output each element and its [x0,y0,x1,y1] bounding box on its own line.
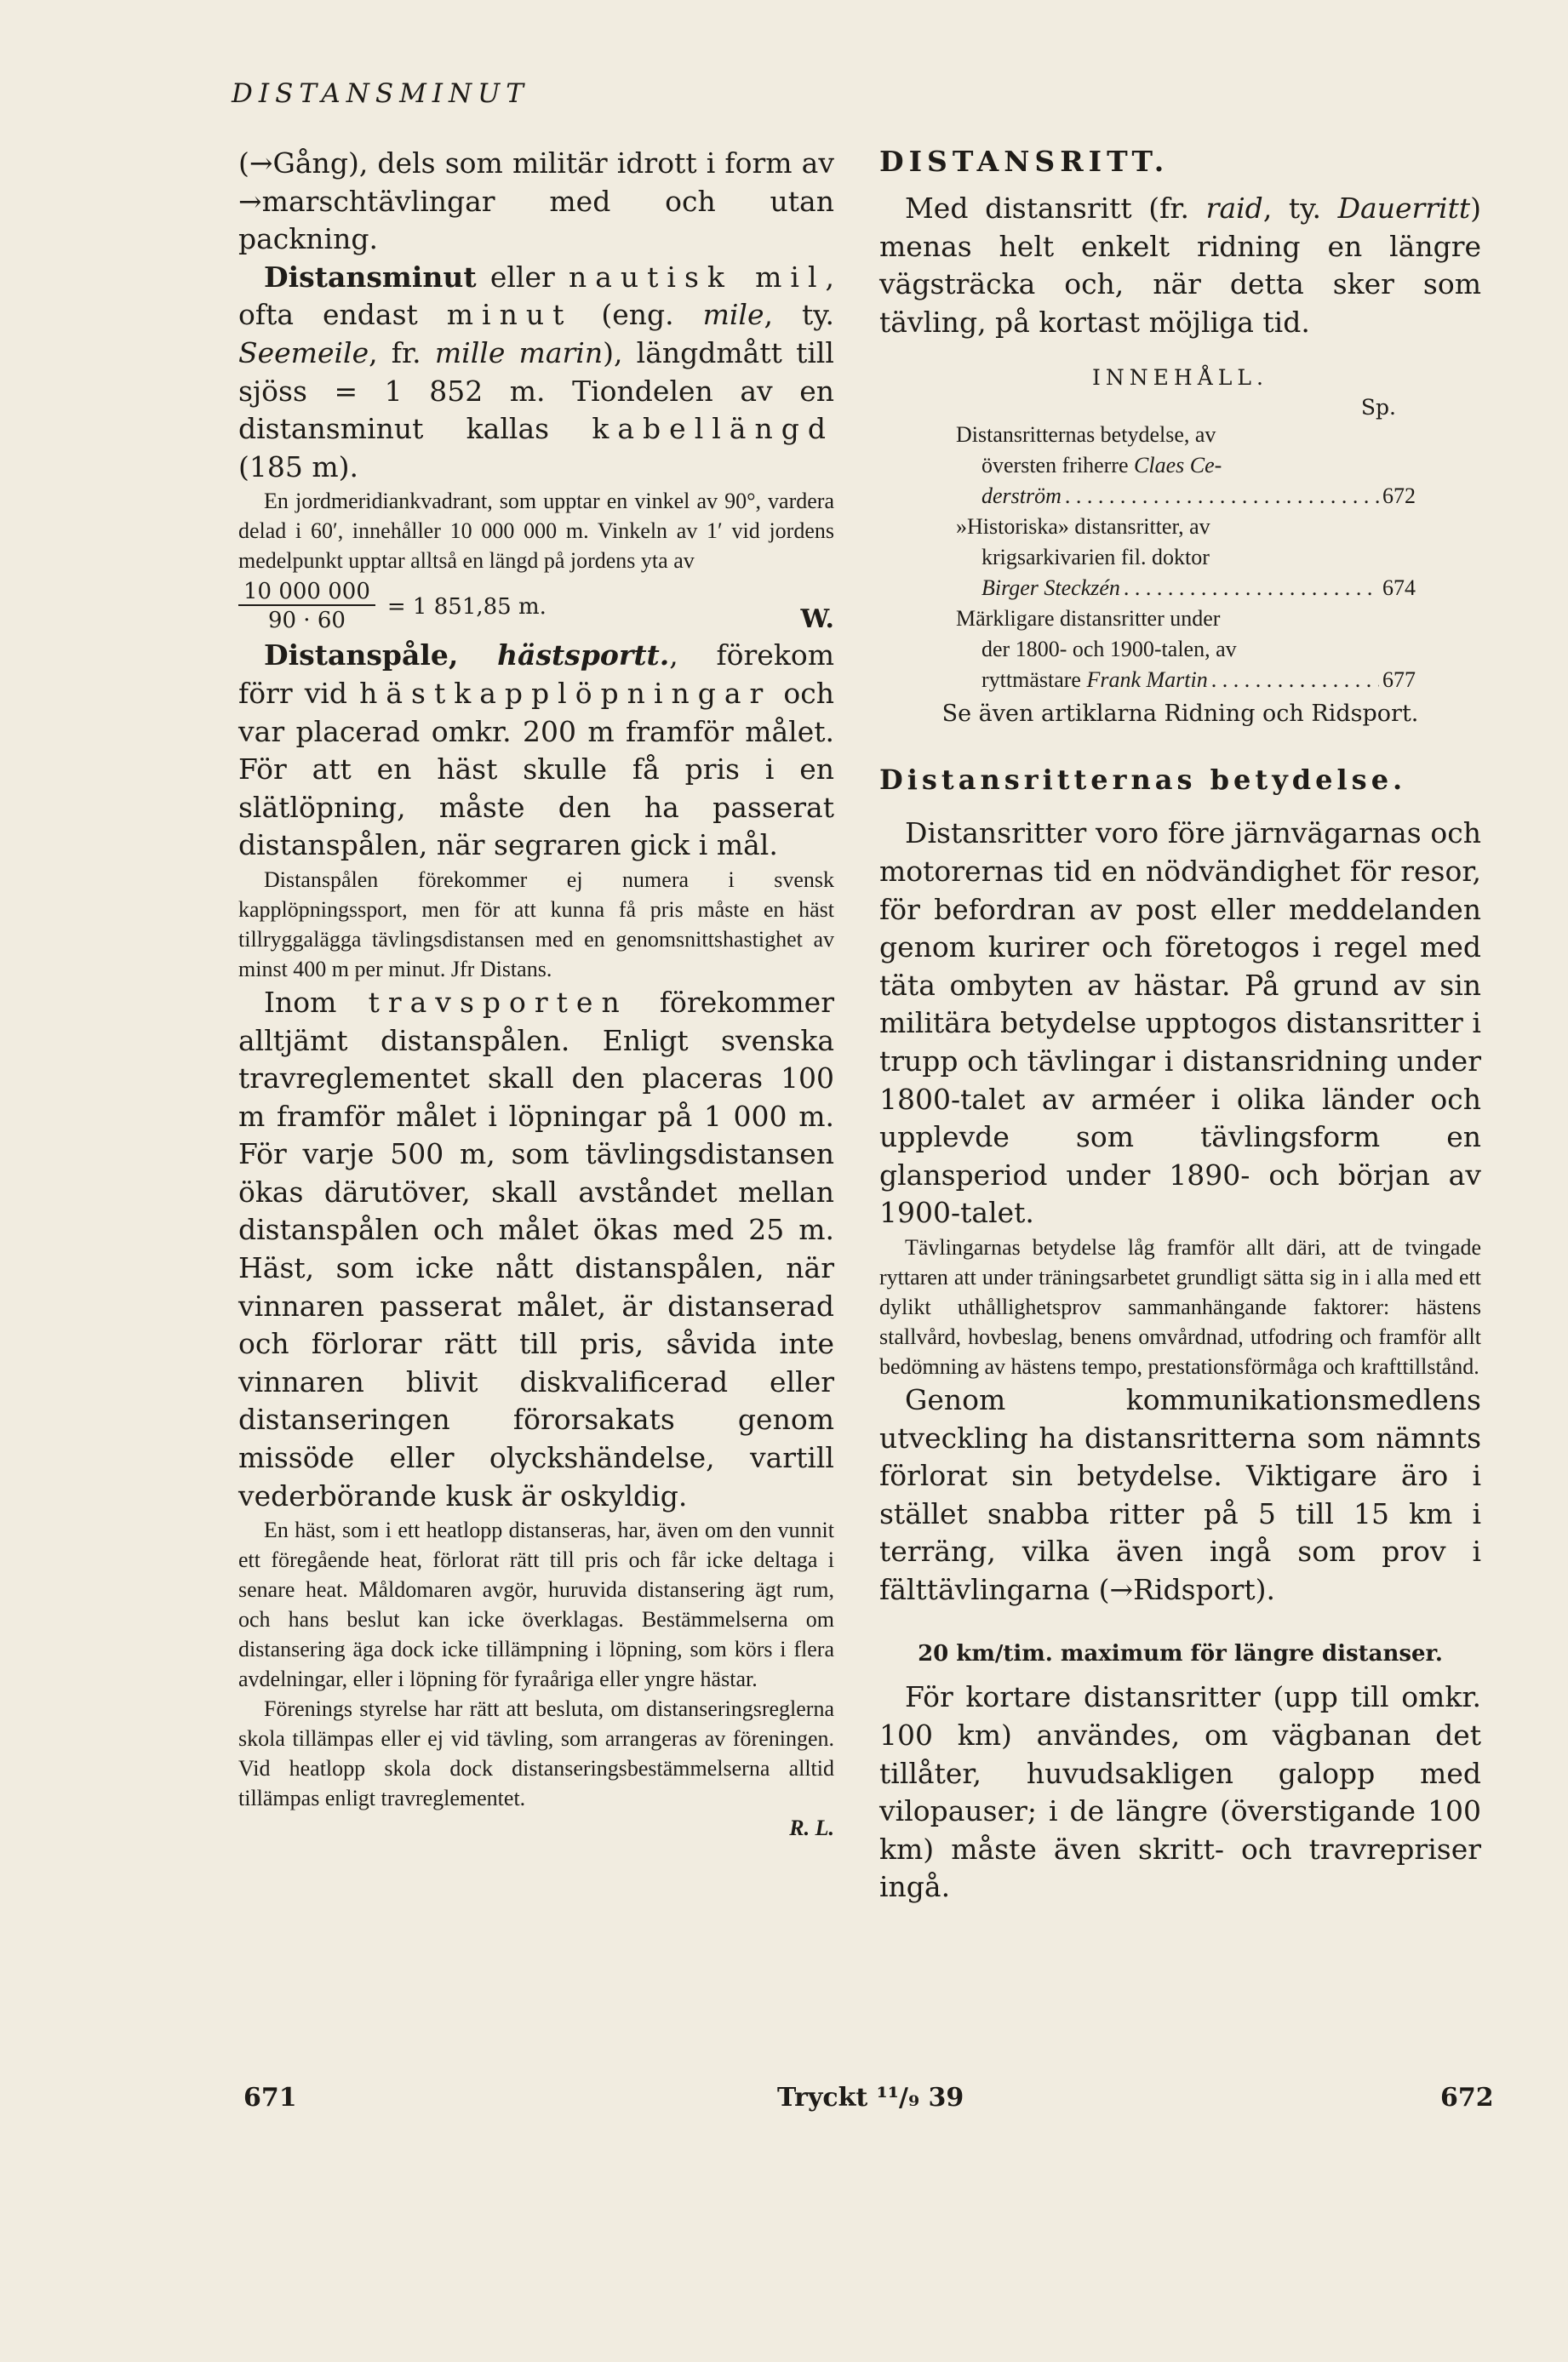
paragraph-definition: Med distansritt (fr. raid, ty. Dauerritt) menas helt enkelt ridning en längre vägsträcka och, när detta sker som tävling, på kortast möjliga tid. [879,192,1482,339]
formula [238,579,834,635]
paragraph-communications: Genom kommunikationsmedlens utveckling ha distansritterna som nämnts förlorat sin betydelse. Viktigare äro i stället snabba ritter på 5 till 15 km i terräng, vilka även ingå som prov i fälttävlingarna (→Ridsport). [879,1382,1481,1606]
column-label: Sp. [1360,395,1396,420]
paragraph-heatlopp: En häst, som i ett heatlopp distanseras, har, även om den vunnit ett föregående heat, förlorat rätt till pris och får icke deltaga i senare heat. Måldomaren avgör, huruvida distansering ägt rum, och hans beslut kan icke överklagas. Bestämmelserna om distansering äga dock icke tillämpning i löpning, som körs i flera avdelningar, eller i löpning för fyraåriga eller yngre hästar. [238,1518,834,1692]
right-column [879,145,1481,1907]
section-heading: DISTANSRITT. [879,145,1170,178]
fraction-denominator: 90 · 60 [267,608,346,634]
paragraph-importance: Tävlingarnas betydelse låg framför allt däri, att de tvingade ryttaren att under träningsarbetet grundligt sätta sig in i alla med ett dylikt uthållighetsprov sammanhängande faktorer: hästens stallvård, hovbeslag, benens omvårdnad, utfodring och framför allt bedömning av hästens tempo, prestationsförmåga och krafttillstånd. [879,1234,1481,1379]
paragraph-forening: Förenings styrelse har rätt att besluta, om distanseringsreglerna skola tillämpas eller ej vid tävling, som arrangeras av föreningen. Vid heatlopp skola dock distanseringsbestämmelserna alltid tillämpas enligt travreglementet. [238,1696,834,1811]
print-date: Tryckt ¹¹/₉ 39 [777,2083,964,2113]
author-signature-rl: R. L. [789,1816,834,1841]
paragraph-distanspalen: Distanspålen förekommer ej numera i svensk kapplöpningssport, men för att kunna få pris måste en häst tillryggalägga tävlingsdistansen med en genomsnittshastighet av minst 400 m per minut. Jfr Distans. [238,866,834,981]
fraction-numerator: 10 000 000 [238,579,375,606]
paragraph-travsporten: Inom travsporten förekommer alltjämt distanspålen. Enligt svenska travreglementet skall den placeras 100 m framför målet i löpningar på 1 000 m. För varje 500 m, som tävlingsdistansen ökas därutöver, skall avståndet mellan distanspålen och målet ökas med 25 m. Häst, som icke nått distanspålen, när vinnaren passerat målet, är distanserad och förlorar rätt till pris, såvida inte vinnaren blivit diskvalificerad eller distanseringen förorsakats genom missöde eller olyckshändelse, vartill vederbörande kusk är oskyldig. [238,985,834,1513]
toc-page-number: 677 [1382,667,1416,693]
paragraph-shorter-rides: För kortare distansritter (upp till omkr. 100 km) användes, om vägbanan det tillåter, huvudsakligen galopp med vilopauser; i de längre (överstigande 100 km) måste även skritt- och travrepriser ingå. [879,1680,1481,1904]
formula-result: = 1 851,85 m. [386,593,547,620]
toc-entry[interactable]: »Historiska» distansritter, av krigsarkivarien fil. doktor Birger Steckzén . . . 674 [956,512,1416,603]
toc-entry[interactable]: Distansritternas betydelse, av översten friherre Claes Ce- derström . . . 672 [956,420,1416,512]
see-also: Se även artiklarna Ridning och Ridsport. [941,701,1419,728]
paragraph-history: Distansritter voro före järnvägarnas och motorernas tid en nödvändighet för resor, för befordran av post eller meddelanden genom kurirer och företogos i regel med täta ombyten av hästar. På grund av sin militära betydelse upptogos distansritter i trupp och tävlingar i distansridning under 1800-talet av arméer i olika länder och upplevde som tävlingsform en glansperiod under 1890- och början av 1900-talet. [879,816,1481,1230]
table-of-contents [956,420,1416,695]
author-signature: W. [800,603,834,634]
paragraph-gang: (→Gång), dels som militär idrott i form av →marschtävlingar med och utan packning. [238,146,834,256]
page-number-left: 671 [243,2083,297,2113]
toc-entry[interactable]: Märkligare distansritter under der 1800- och 1900-talen, av ryttmästare Frank Martin . . . 677 [956,603,1416,695]
page-number-right: 672 [1440,2083,1494,2113]
toc-page-number: 674 [1382,575,1416,601]
term-distanspale: Distanspåle, [264,638,459,672]
fraction [238,579,375,635]
subsection-heading: Distansritternas betydelse. [879,764,1407,797]
paragraph-meridian: En jordmeridiankvadrant, som upptar en vinkel av 90°, vardera delad i 60′, innehåller 10 000 000 m. Vinkeln av 1′ vid jordens medelpunkt upptar alltså en längd på jordens yta av [238,489,834,574]
contents-title: INNEHÅLL. [1092,365,1268,391]
bold-subheading: 20 km/tim. maximum för längre distanser. [918,1641,1443,1667]
running-head: DISTANSMINUT [232,78,529,109]
entry-distansminut: Distansminut eller nautisk mil, ofta endast minut (eng. mile, ty. Seemeile, fr. mille marin), längdmått till sjöss = 1 852 m. Tiondelen av en distansminut kallas kabellängd (185 m). [238,260,834,483]
entry-distanspale: Distanspåle, hästsportt., förekom förr vid hästkapplöpningar och var placerad omkr. 200 m framför målet. För att en häst skulle få pris i en slätlöpning, måste den ha passerat distanspålen, när segraren gick i mål. [238,638,834,862]
term-distansminut: Distansminut [264,260,477,294]
toc-page-number: 672 [1382,483,1416,509]
left-column [238,145,834,1843]
